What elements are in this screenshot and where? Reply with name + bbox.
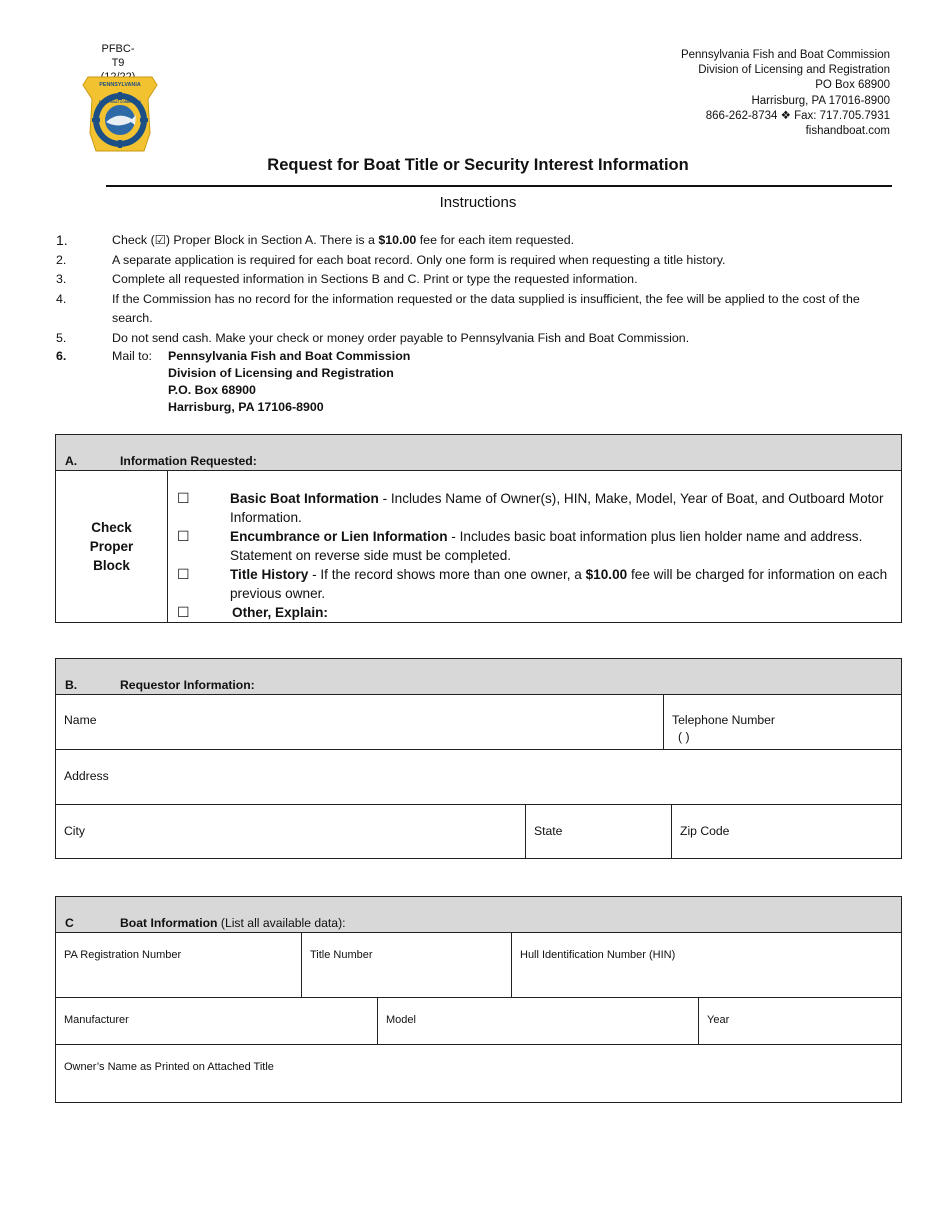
section-letter: A. — [65, 454, 78, 468]
telephone-field[interactable] — [664, 695, 901, 749]
step-text: A separate application is required for each boat record. Only one form is required when requesting a title history. — [112, 252, 726, 267]
section-b-requestor-information — [55, 658, 902, 859]
logo-text-ring: FISH & BOAT COMMISSION — [99, 100, 141, 104]
section-a-information-requested: A. Information Requested: Check Proper Block ☐ Basic Boat Information - Includes Name of Owner(s), HIN, Make, Model, Year of Boat, and Outboard Motor Information. ☐ Encumbrance or Lien Information - Includes basic boat information plus lien holder name and address. Statement on reverse side must be completed. ☐ Title History - If the record shows more than one owner, a $10.00 fee will be charged for information on each previous owner. ☐ Other, Explain: — [55, 434, 902, 623]
step-number: 5. — [56, 330, 67, 345]
other-explain-label: Other, Explain: — [232, 605, 328, 620]
checkbox-basic-boat-info[interactable]: ☐ — [177, 490, 190, 506]
step-text: Check (☑) Proper Block in Section A. There is a $10.00 fee for each item requested. — [112, 233, 575, 247]
step-number: 4. — [56, 291, 67, 306]
section-heading: Boat Information (List all available data): — [120, 916, 346, 930]
mail-label: Mail to: — [112, 349, 152, 363]
owner-name-row — [56, 1045, 901, 1101]
step-number: 6. — [56, 349, 67, 363]
checkbox-other[interactable]: ☐ — [177, 604, 190, 620]
form-number: PFBC-T9 — [101, 43, 135, 69]
hin-field[interactable] — [512, 933, 901, 997]
owner-name-label: Owner’s Name as Printed on Attached Title — [64, 1061, 274, 1073]
telephone-label: Telephone Number — [672, 713, 775, 727]
name-phone-row — [56, 695, 901, 750]
instructions-heading: Instructions — [439, 194, 517, 211]
checkmark-box-icon: ☑ — [154, 233, 166, 247]
model-field[interactable] — [378, 998, 699, 1044]
address-field[interactable] — [56, 750, 901, 804]
agency-address — [681, 48, 890, 139]
model-label: Model — [386, 1014, 416, 1026]
agency-po-box: PO Box 68900 — [815, 79, 890, 92]
city-field[interactable] — [56, 805, 526, 859]
instruction-step — [56, 290, 902, 329]
title-divider — [106, 185, 892, 187]
owner-name-field[interactable] — [56, 1045, 901, 1101]
section-heading: Information Requested: — [120, 454, 257, 468]
mail-to-step — [56, 348, 902, 416]
instruction-step — [56, 329, 902, 349]
year-field[interactable] — [699, 998, 901, 1044]
instruction-step — [56, 270, 902, 290]
instruction-step — [56, 231, 902, 251]
agency-phone-fax: 866-262-8734 ❖ Fax: 717.705.7931 — [705, 109, 890, 122]
section-heading: Requestor Information: — [120, 678, 255, 692]
mail-address: Pennsylvania Fish and Boat Commission Division of Licensing and Registration P.O. Box 68900 Harrisburg, PA 17106-8900 — [168, 349, 411, 414]
manufacturer-field[interactable] — [56, 998, 378, 1044]
section-letter: B. — [65, 678, 78, 692]
step-text: If the Commission has no record for the information requested or the data supplied is insufficient, the fee will be applied to the cost of the search. — [112, 291, 860, 325]
registration-number-field[interactable] — [56, 933, 302, 997]
zip-field[interactable] — [672, 805, 901, 859]
section-letter: C — [65, 916, 74, 930]
state-field[interactable] — [526, 805, 672, 859]
logo-text-top: PENNSYLVANIA — [99, 82, 141, 88]
title-number-field[interactable] — [302, 933, 512, 997]
hin-label: Hull Identification Number (HIN) — [520, 949, 676, 961]
agency-city: Harrisburg, PA 17016-8900 — [751, 94, 890, 107]
agency-division: Division of Licensing and Registration — [698, 64, 890, 77]
manufacturer-row — [56, 998, 901, 1045]
state-label: State — [534, 824, 563, 838]
step-text: Complete all requested information in Sections B and C. Print or type the requested information. — [112, 272, 638, 286]
area-code-parens: ( ) — [678, 730, 690, 744]
year-label: Year — [707, 1014, 730, 1026]
checkbox-encumbrance-lien-info[interactable]: ☐ — [177, 528, 190, 544]
address-label: Address — [64, 769, 109, 783]
section-c-boat-information — [55, 896, 902, 1103]
check-proper-block-label: Check Proper Block — [56, 471, 168, 622]
checkbox-title-history[interactable]: ☐ — [177, 566, 190, 582]
section-header — [56, 897, 901, 933]
page-title: Request for Boat Title or Security Interest Information — [267, 156, 689, 174]
section-header — [56, 435, 901, 471]
step-number: 1. — [56, 232, 68, 248]
registration-row — [56, 933, 901, 998]
agency-website[interactable]: fishandboat.com — [805, 125, 890, 138]
name-field[interactable] — [56, 695, 664, 749]
step-number: 2. — [56, 252, 67, 267]
agency-name: Pennsylvania Fish and Boat Commission — [680, 49, 890, 61]
manufacturer-label: Manufacturer — [64, 1014, 129, 1026]
section-header — [56, 659, 901, 695]
title-number-label: Title Number — [310, 949, 373, 961]
city-label: City — [64, 824, 85, 838]
instructions-list — [56, 231, 902, 416]
pfbc-keystone-logo-icon — [82, 75, 158, 153]
city-state-zip-row — [56, 805, 901, 859]
step-number: 3. — [56, 272, 67, 286]
registration-number-label: PA Registration Number — [64, 949, 182, 961]
address-row — [56, 750, 901, 805]
name-label: Name — [64, 713, 97, 727]
step-text: Do not send cash. Make your check or money order payable to Pennsylvania Fish and Boat Commission. — [112, 330, 690, 345]
zip-label: Zip Code — [680, 824, 730, 838]
instruction-step — [56, 251, 902, 271]
